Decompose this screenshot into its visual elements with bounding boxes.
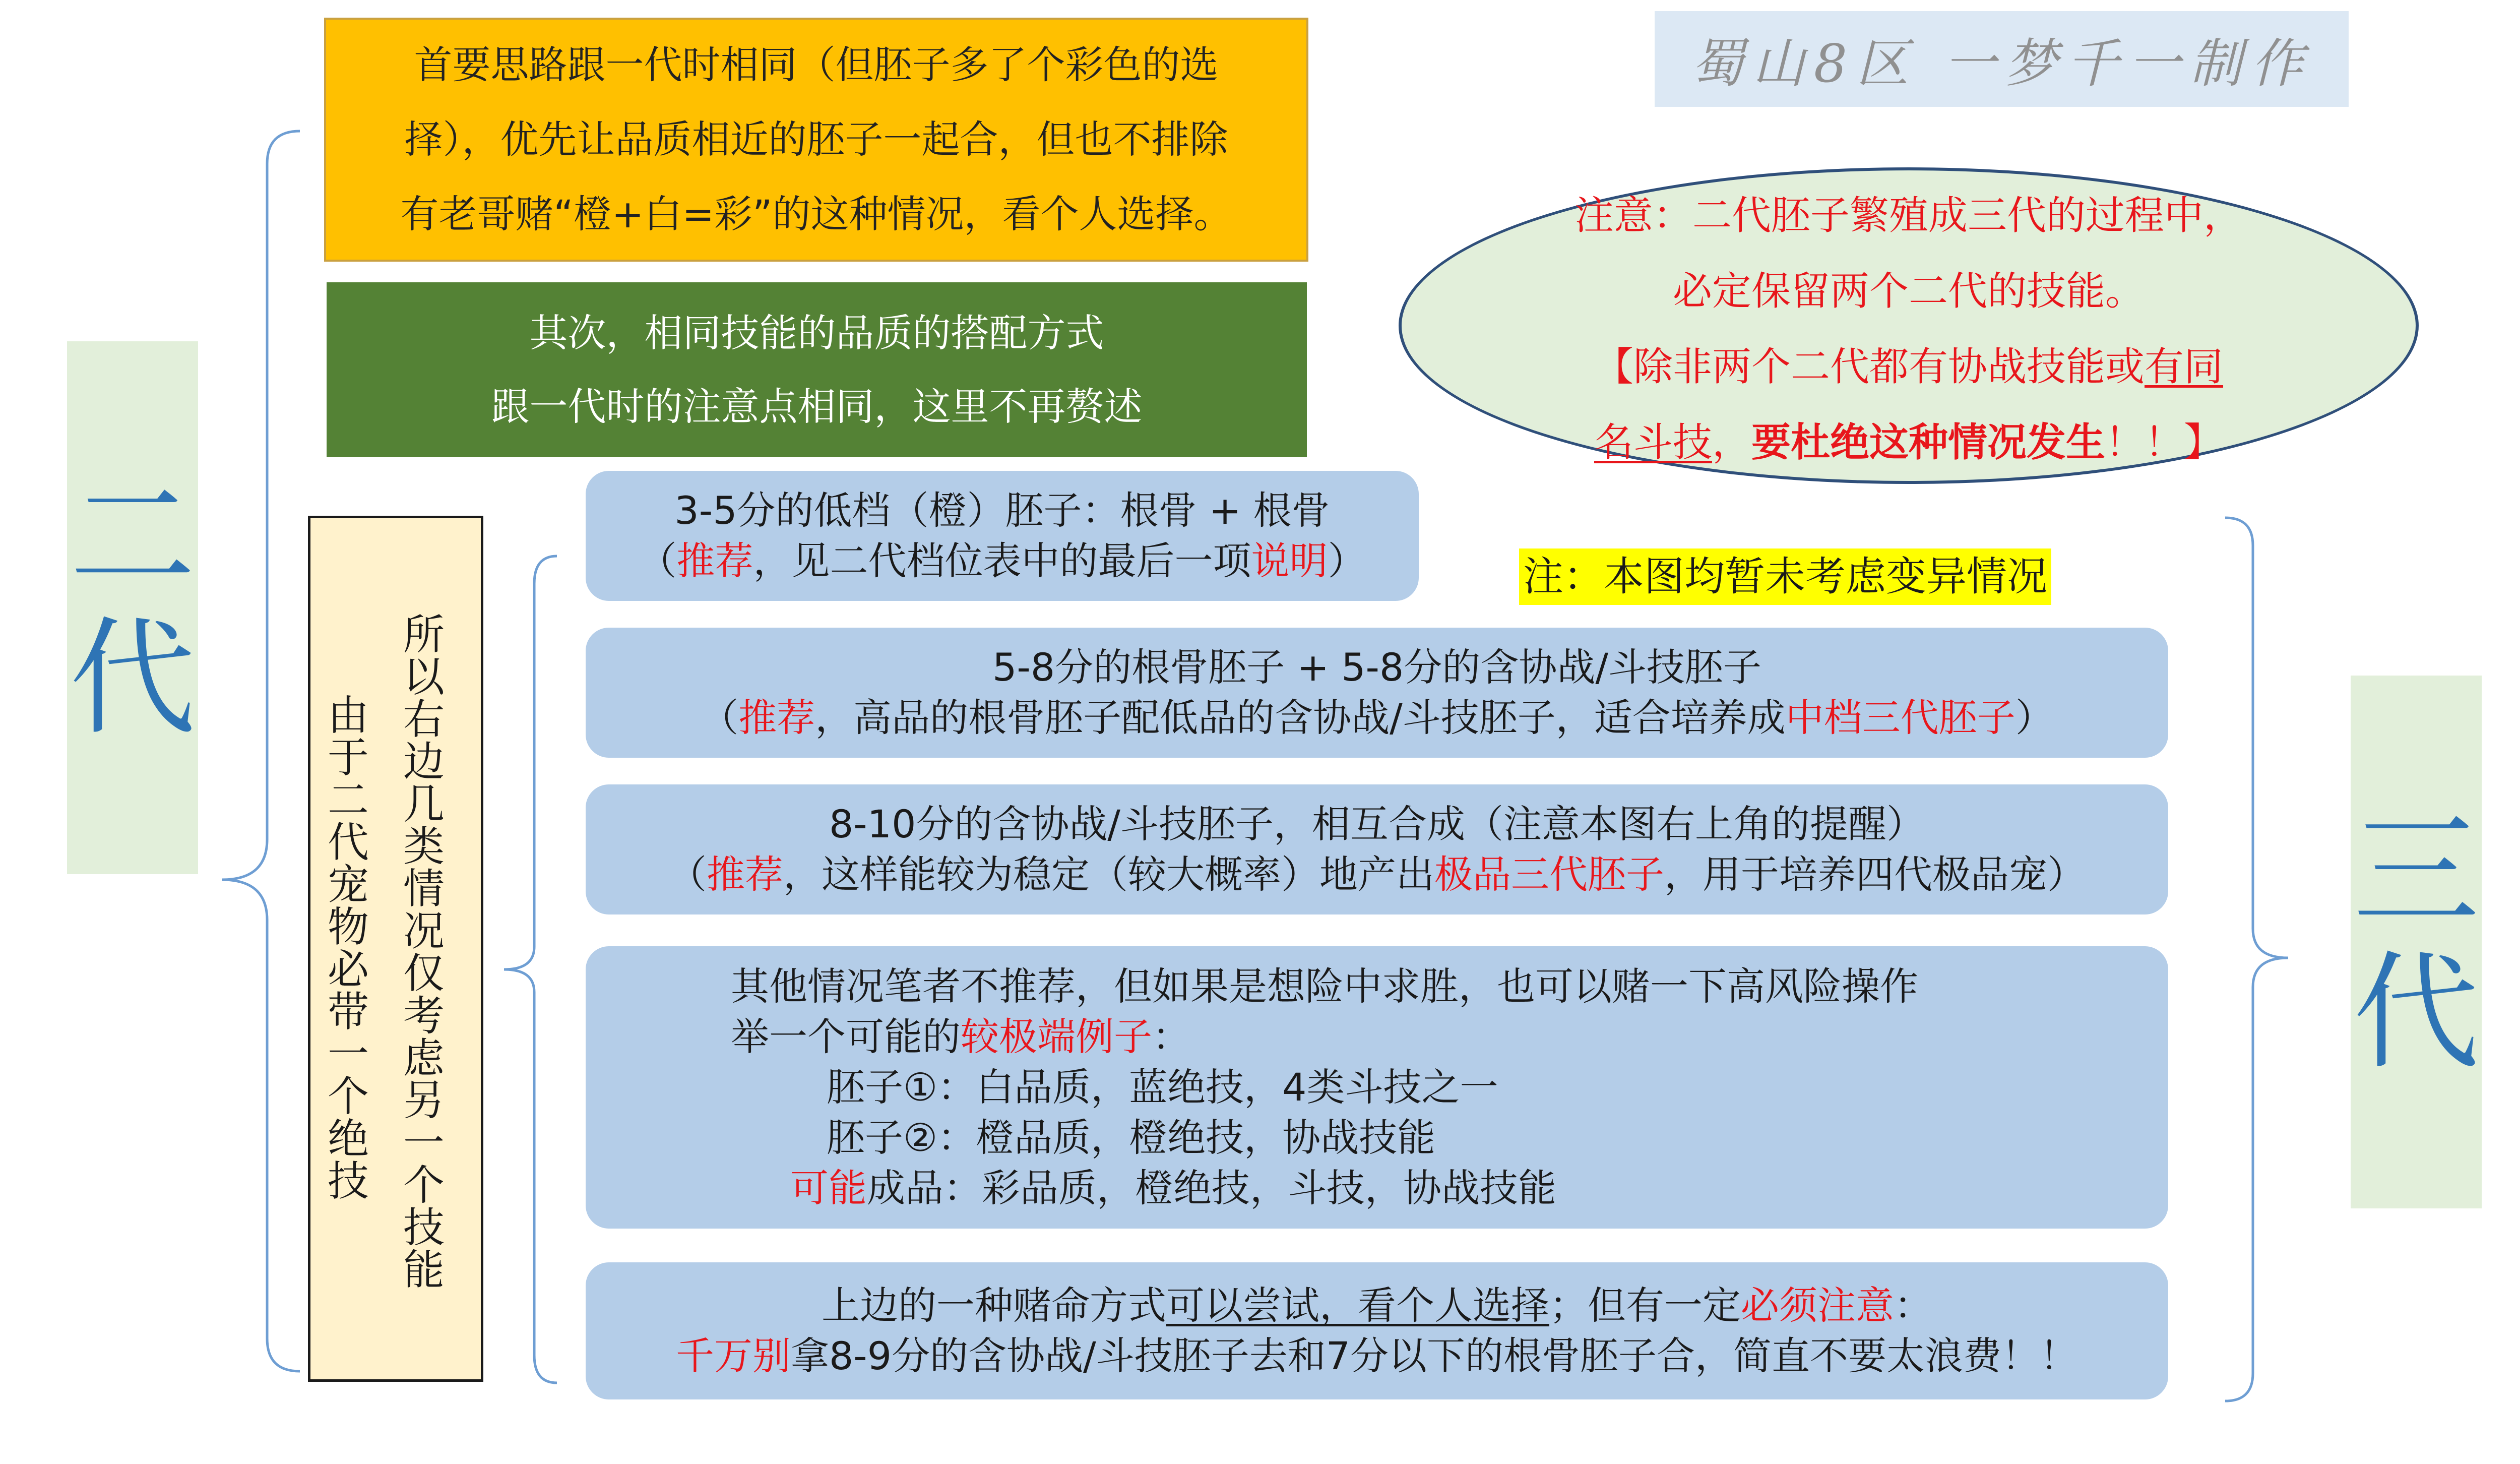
mutation-note <box>1519 548 2051 605</box>
rule-column-left <box>326 692 371 1205</box>
case5-but: ；但有一定 <box>1549 1283 1741 1328</box>
rule-right-char: 几 <box>403 780 445 828</box>
warning-line-3 <box>1594 329 2223 405</box>
green-line-2: 跟一代时的注意点相同，这里不再赘述 <box>491 384 1143 429</box>
case2-target: 中档三代胚子 <box>1785 695 2015 740</box>
case1-recommend: 推荐 <box>676 538 753 583</box>
rule-right-char: 能 <box>403 1246 445 1294</box>
case4-colon: ： <box>1152 1014 1190 1059</box>
orange-line-1: 首要思路跟一代时相同（但胚子多了个彩色的选 <box>414 42 1219 87</box>
rule-right-char: 考 <box>403 992 445 1040</box>
rule-right-char: 况 <box>403 907 445 955</box>
case4-result: 成品：彩品质，橙绝技，斗技，协战技能 <box>867 1166 1556 1210</box>
case-mid-grade <box>586 628 2168 758</box>
gen3-char-2: 代 <box>2353 939 2479 1086</box>
case4-line-4: 胚子②：橙品质，橙绝技，协战技能 <box>827 1115 1436 1160</box>
case5-colon: ： <box>1894 1283 1932 1328</box>
case-low-grade <box>586 471 1419 601</box>
warning-ellipse <box>1399 167 2419 484</box>
case2-open: （ <box>700 695 739 740</box>
case3-target: 极品三代胚子 <box>1434 852 1664 897</box>
case5-line-2 <box>676 1331 2078 1381</box>
rule-right-char: 边 <box>403 738 445 786</box>
gen2-char-1: 二 <box>70 463 196 611</box>
strategy-orange-box <box>324 18 1308 262</box>
rule-left-char: 一 <box>327 1030 369 1078</box>
rule-right-char: 另 <box>403 1077 445 1125</box>
case1-open: （ <box>638 538 677 583</box>
case5-try: 可以尝试，看个人选择 <box>1166 1283 1549 1328</box>
rule-right-char: 个 <box>403 1162 445 1209</box>
case2-recommend: 推荐 <box>738 695 815 740</box>
warning-line-4 <box>1594 405 2223 480</box>
case1-explain: 说明 <box>1251 538 1328 583</box>
strategy-green-box <box>327 282 1307 457</box>
rule-left-char: 于 <box>327 734 369 782</box>
gen3-char-1: 三 <box>2353 798 2479 945</box>
warning-line-4c: 要杜绝这种情况发生 <box>1751 420 2106 465</box>
rule-right-char: 右 <box>403 696 445 744</box>
rule-left-char: 物 <box>327 903 369 951</box>
warning-line-4b: ， <box>1712 420 1751 465</box>
rule-right-char: 情 <box>403 865 445 913</box>
case2-line-1: 5-8分的根骨胚子 + 5-8分的含协战/斗技胚子 <box>992 645 1761 690</box>
case3-open: （ <box>668 852 707 897</box>
case5-intro: 上边的一种赌命方式 <box>822 1283 1166 1328</box>
rule-right-char: 所 <box>403 611 445 659</box>
case3-recommend: 推荐 <box>707 852 783 897</box>
rule-right-char: 类 <box>403 823 445 871</box>
rule-brace <box>499 554 559 1385</box>
rule-left-char: 二 <box>327 776 369 824</box>
case2-desc: ，高品的根骨胚子配低品的含协战/斗技胚子，适合培养成 <box>815 695 1786 740</box>
rule-column-right <box>401 611 447 1294</box>
rule-left-char: 绝 <box>327 1115 369 1163</box>
orange-line-2: 择），优先让品质相近的胚子一起合，但也不排除 <box>404 117 1228 162</box>
case-high-grade <box>586 784 2168 914</box>
warning-line-4a: 名斗技 <box>1594 420 1712 465</box>
rule-left-char: 代 <box>327 819 369 867</box>
case2-line-2 <box>700 693 2054 743</box>
warning-line-4d: ！！】 <box>2105 420 2224 465</box>
case-warning <box>586 1262 2168 1399</box>
case4-line-5 <box>731 1163 1556 1213</box>
case5-never: 千万别 <box>675 1333 791 1378</box>
rule-right-char: 技 <box>403 1204 445 1252</box>
credit-text: 蜀山8区 一梦千一制作 <box>1690 33 2313 94</box>
case1-desc: ，见二代档位表中的最后一项 <box>753 538 1251 583</box>
case4-line-3: 胚子①：白品质，蓝绝技，4类斗技之一 <box>827 1065 1498 1110</box>
case4-line-1: 其他情况笔者不推荐，但如果是想险中求胜，也可以赌一下高风险操作 <box>731 964 1918 1009</box>
rule-left-char: 宠 <box>327 861 369 909</box>
case4-line-2 <box>731 1012 1190 1062</box>
gen2-label <box>67 341 198 874</box>
case4-extreme: 较极端例子 <box>961 1014 1152 1059</box>
orange-line-3: 有老哥赌“橙+白=彩”的这种情况，看个人选择。 <box>400 192 1232 236</box>
gen3-brace <box>2223 515 2293 1404</box>
case3-desc: ，这样能较为稳定（较大概率）地产出 <box>783 852 1434 897</box>
rule-left-char: 带 <box>327 988 369 1036</box>
case5-line-1 <box>822 1280 1932 1331</box>
rule-vertical-box <box>308 516 483 1382</box>
case3-line-2 <box>668 849 2086 900</box>
warning-line-3b: 有同 <box>2145 344 2224 390</box>
case-risky-example <box>586 946 2168 1229</box>
rule-right-char: 一 <box>403 1119 445 1167</box>
gen2-char-2: 代 <box>70 604 196 752</box>
rule-left-char: 技 <box>327 1157 369 1205</box>
rule-right-char: 虑 <box>403 1034 445 1082</box>
warning-line-2: 必定保留两个二代的技能。 <box>1672 269 2145 314</box>
case2-close: ） <box>2015 695 2054 740</box>
case1-close: ） <box>1328 538 1366 583</box>
mutation-note-text: 注：本图均暂未考虑变异情况 <box>1523 553 2047 600</box>
case1-line-1: 3-5分的低档（橙）胚子：根骨 + 根骨 <box>674 488 1330 533</box>
warning-line-3a: 【除非两个二代都有协战技能或 <box>1594 344 2145 390</box>
warning-line-1: 注意：二代胚子繁殖成三代的过程中， <box>1574 193 2243 238</box>
case3-close: ，用于培养四代极品宠） <box>1664 852 2086 897</box>
credit-banner <box>1655 11 2349 107</box>
rule-left-char: 必 <box>327 946 369 994</box>
rule-left-char: 由 <box>327 692 369 740</box>
rule-right-char: 以 <box>403 653 445 701</box>
case3-line-1: 8-10分的含协战/斗技胚子，相互合成（注意本图右上角的提醒） <box>829 802 1925 846</box>
case4-maybe: 可能 <box>790 1166 867 1210</box>
rule-right-char: 仅 <box>403 950 445 998</box>
case5-must: 必须注意 <box>1741 1283 1894 1328</box>
rule-left-char: 个 <box>327 1073 369 1121</box>
gen2-brace <box>217 129 302 1374</box>
green-line-1: 其次，相同技能的品质的搭配方式 <box>529 310 1104 355</box>
case4-intro: 举一个可能的 <box>731 1014 961 1059</box>
case1-line-2 <box>639 536 1366 586</box>
case5-desc: 拿8-9分的含协战/斗技胚子去和7分以下的根骨胚子合，简直不要太浪费！！ <box>790 1333 2078 1378</box>
gen3-label <box>2351 676 2482 1208</box>
